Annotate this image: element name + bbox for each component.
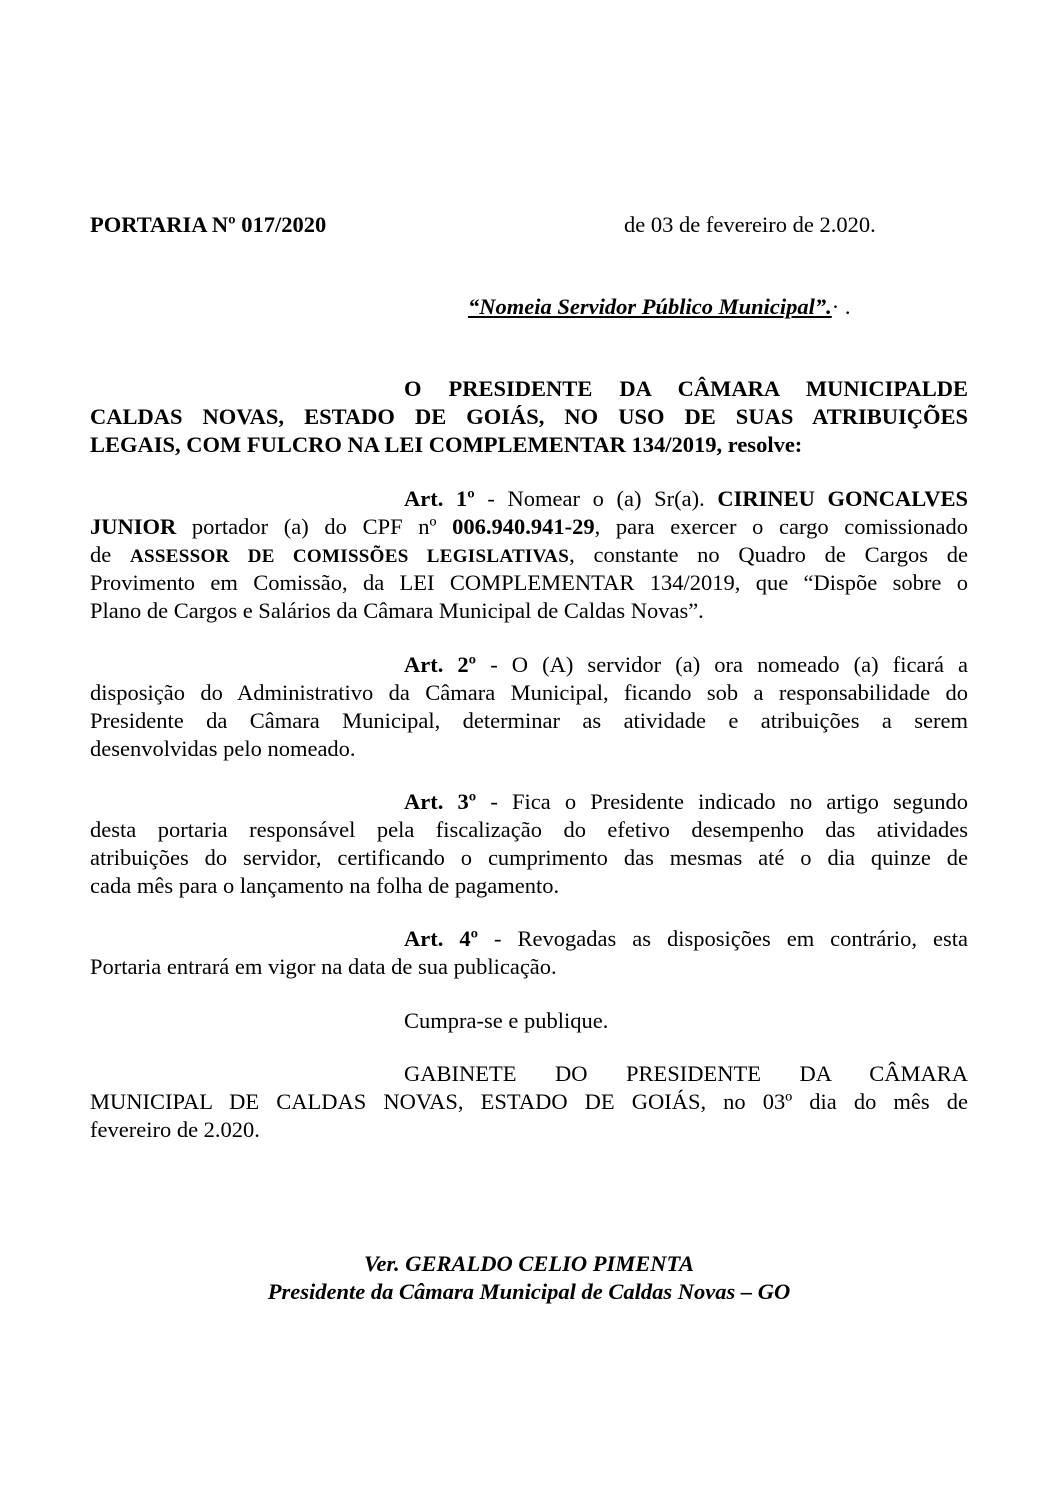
art1-text: , constante no Quadro de Cargos de: [569, 542, 968, 567]
subtitle-suffix: · .: [831, 294, 851, 319]
art1-line-3: [90, 541, 968, 571]
portaria-date: de 03 de fevereiro de 2.020.: [624, 212, 876, 237]
art4-label: Art. 4º: [404, 926, 479, 951]
art4-text: - Revogadas as disposições em contrário, esta: [478, 926, 968, 951]
closing-line-1: GABINETE DO PRESIDENTE DA CÂMARA: [404, 1061, 968, 1086]
signature-role: Presidente da Câmara Municipal de Caldas Novas – GO: [267, 1279, 791, 1304]
preamble-line-2: CALDAS NOVAS, ESTADO DE GOIÁS, NO USO DE SUAS ATRIBUIÇÕES: [90, 404, 968, 429]
art1-text: - Nomear o (a) Sr(a).: [474, 486, 718, 511]
art2-line-2: disposição do Administrativo da Câmara Municipal, ficando sob a responsabilidade do: [90, 680, 968, 705]
closing-line-3: fevereiro de 2.020.: [90, 1117, 260, 1142]
cargo-title: ASSESSOR DE COMISSÕES LEGISLATIVAS: [130, 546, 570, 567]
art1-line-2: [90, 513, 968, 541]
art1-line-5: Plano de Cargos e Salários da Câmara Municipal de Caldas Novas”.: [90, 598, 704, 623]
art4-line-2: Portaria entrará em vigor na data de sua publicação.: [90, 954, 557, 979]
art2-label: Art. 2º: [404, 652, 477, 677]
subtitle: [468, 293, 851, 321]
art2-line-4: desenvolvidas pelo nomeado.: [90, 736, 356, 761]
art3-label: Art. 3º: [404, 789, 477, 814]
nominee-name: CIRINEU GONCALVES: [717, 486, 968, 511]
art2-text: - O (A) servidor (a) ora nomeado (a) ficará a: [476, 652, 968, 677]
cumpra-se: Cumpra-se e publique.: [404, 1008, 609, 1033]
art1-line-1: [404, 485, 968, 513]
cpf-number: 006.940.941-29: [452, 514, 595, 539]
art3-line-3: atribuições do servidor, certificando o cumprimento das mesmas até o dia quinze de: [90, 845, 968, 870]
art1-label: Art. 1º: [404, 486, 475, 511]
art1-text: , para exercer o cargo comissionado: [594, 514, 968, 539]
nominee-name-cont: JUNIOR: [90, 514, 177, 539]
art1-text: de: [90, 542, 130, 567]
closing-line-2: MUNICIPAL DE CALDAS NOVAS, ESTADO DE GOIÁS, no 03º dia do mês de: [90, 1089, 968, 1114]
art4-line-1: [404, 925, 968, 953]
portaria-number: PORTARIA Nº 017/2020: [90, 212, 327, 237]
subtitle-text: “Nomeia Servidor Público Municipal”.: [468, 294, 832, 319]
art3-line-1: [404, 788, 968, 816]
art1-text: portador (a) do CPF nº: [176, 514, 453, 539]
art3-line-4: cada mês para o lançamento na folha de pagamento.: [90, 873, 560, 898]
preamble-line-1: O PRESIDENTE DA CÂMARA MUNICIPALDE: [404, 376, 968, 401]
art3-line-2: desta portaria responsável pela fiscalização do efetivo desempenho das atividades: [90, 817, 968, 842]
art3-text: - Fica o Presidente indicado no artigo segundo: [476, 789, 969, 814]
art2-line-1: [404, 651, 968, 679]
signature-name: Ver. GERALDO CELIO PIMENTA: [363, 1251, 695, 1276]
art2-line-3: Presidente da Câmara Municipal, determinar as atividade e atribuições a serem: [90, 708, 968, 733]
preamble-line-3: LEGAIS, COM FULCRO NA LEI COMPLEMENTAR 134/2019, resolve:: [90, 432, 803, 457]
art1-line-4: Provimento em Comissão, da LEI COMPLEMENTAR 134/2019, que “Dispõe sobre o: [90, 570, 968, 595]
